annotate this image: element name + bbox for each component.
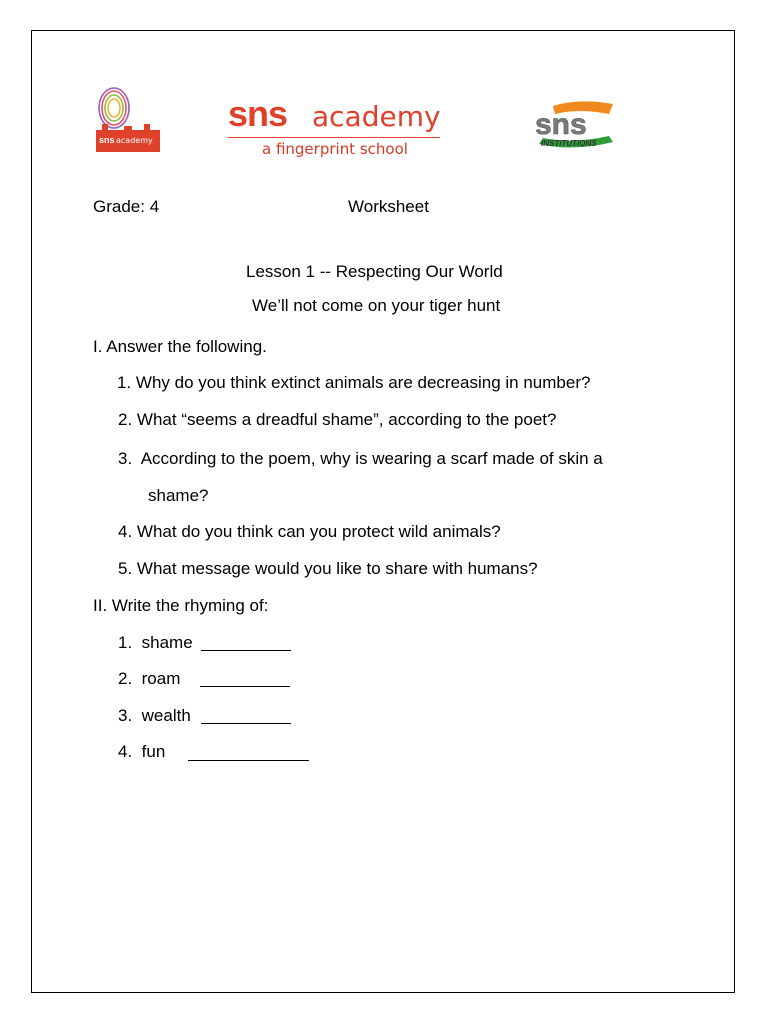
right-logo-sns-text: sns [535, 108, 587, 141]
poem-title: We’ll not come on your tiger hunt [252, 296, 501, 315]
question-2 [118, 410, 556, 430]
question-number: 1. [117, 373, 132, 392]
rhyme-number: 1. [118, 633, 133, 652]
center-logo-rule [228, 137, 440, 138]
question-3 [118, 449, 603, 469]
rhyme-answer-blank-4[interactable] [188, 744, 309, 761]
center-logo-sns: sns [228, 93, 288, 134]
right-logo-institutions-text: INSTITUTIONS [541, 139, 597, 148]
question-text: What “seems a dreadful shame”, according to the poet? [136, 410, 557, 429]
rhyme-item-3 [118, 706, 191, 726]
question-number: 4. [118, 522, 133, 541]
rhyme-number: 2. [118, 669, 133, 688]
question-4 [118, 522, 501, 542]
question-number: 5. [118, 559, 133, 578]
sns-academy-fingerprint-logo [94, 86, 164, 156]
rhyme-item-2 [118, 669, 180, 689]
rhyme-answer-blank-1[interactable] [201, 634, 291, 651]
question-5 [118, 559, 538, 579]
rhyme-word: wealth [141, 706, 191, 725]
worksheet-label: Worksheet [348, 197, 429, 216]
page-border [31, 30, 735, 993]
question-number: 2. [118, 410, 133, 429]
rhyme-word: roam [141, 669, 181, 688]
question-1 [117, 373, 590, 393]
center-logo-tagline: a fingerprint school [262, 140, 408, 158]
question-text: According to the poem, why is wearing a scarf made of skin a [140, 449, 603, 468]
question-number: 3. [118, 449, 133, 468]
grade-label: Grade: 4 [93, 197, 160, 216]
lesson-title: Lesson 1 -- Respecting Our World [246, 262, 503, 281]
rhyme-word: shame [141, 633, 193, 652]
center-logo-academy: academy [312, 100, 441, 133]
rhyme-number: 3. [118, 706, 133, 725]
rhyme-answer-blank-2[interactable] [200, 670, 290, 687]
sns-institutions-logo [533, 100, 625, 152]
section1-heading: I. Answer the following. [93, 337, 267, 356]
left-logo-sns-text: sns [99, 135, 115, 145]
rhyme-number: 4. [118, 742, 133, 761]
question-text: What message would you like to share with humans? [136, 559, 538, 578]
section2-heading: II. Write the rhyming of: [93, 596, 269, 615]
rhyme-answer-blank-3[interactable] [201, 707, 291, 724]
rhyme-item-4 [118, 742, 165, 762]
question-3-continuation: shame? [148, 486, 209, 505]
left-logo-academy-text: academy [116, 136, 153, 145]
rhyme-item-1 [118, 633, 193, 653]
sns-academy-wordmark [228, 94, 448, 160]
rhyme-word: fun [141, 742, 166, 761]
question-text: Why do you think extinct animals are decreasing in number? [135, 373, 591, 392]
question-text: What do you think can you protect wild animals? [136, 522, 501, 541]
